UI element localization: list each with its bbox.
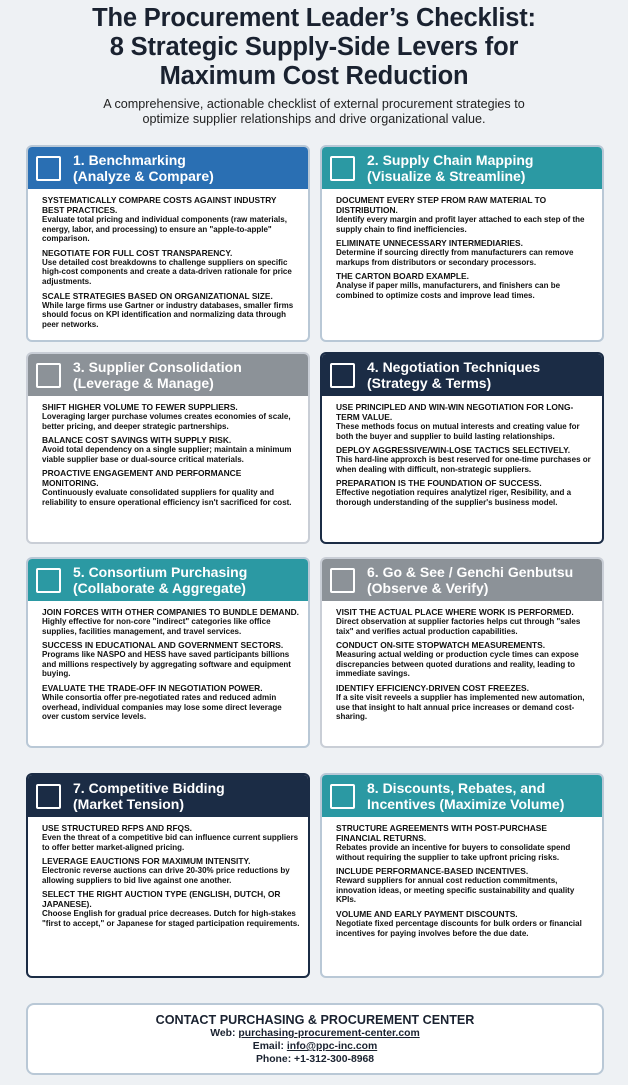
item-text: Reward suppliers for annual cost reduction commitments, innovation ideas, or meeting specific sustainability and quality KPIs. [336, 876, 575, 905]
card-header [28, 354, 308, 396]
item-text: Effective negotiation requires analytizel riger, Resibility, and a thorough understanding of the supplier's business model. [336, 488, 572, 507]
card-title: 8. Discounts, Rebates, and [367, 780, 546, 796]
card-title: 7. Competitive Bidding [73, 780, 225, 796]
web-label: Web: [210, 1028, 236, 1039]
card-subtitle: (Collaborate & Aggregate) [73, 580, 246, 596]
item-heading: USE PRINCIPLED AND WIN-WIN NEGOTIATION FOR LONG-TERM VALUE. [336, 402, 574, 422]
list-item [42, 640, 300, 679]
item-text: Avoid total dependency on a single supplier; maintain a minimum viable supplier base or dual-source critical materials. [42, 445, 292, 464]
list-item [42, 823, 300, 852]
card-body [28, 817, 308, 937]
list-item [336, 866, 594, 905]
list-item [42, 607, 300, 636]
item-text: If a site visit reveels a supplier has implemented new automation, use that insight to halt annual price increases or demand cost-sharing. [336, 692, 585, 722]
item-heading: INCLUDE PERFORMANCE-BASED INCENTIVES. [336, 866, 529, 877]
list-item [336, 823, 594, 862]
item-text: Negotiate fixed percentage discounts for bulk orders or financial incentives for paying involves before the due date. [336, 918, 582, 938]
checkbox-icon[interactable] [330, 568, 355, 593]
checkbox-icon[interactable] [330, 156, 355, 181]
card-title: 4. Negotiation Techniques [367, 359, 541, 375]
card-header [28, 559, 308, 601]
item-text: Highly effective for non-core "indirect" categories like office supplies, facilities management, and travel services. [42, 617, 271, 636]
item-text: Continuously evaluate consolidated suppliers for quality and reliability to ensure operational efficiency isn't sacrificed for cost. [42, 488, 292, 507]
item-heading: JOIN FORCES WITH OTHER COMPANIES TO BUNDLE DEMAND. [42, 607, 299, 617]
item-text: These methods focus on mutual interests and creating value for both the buyer and supplier to build lasting relationships. [336, 422, 580, 441]
item-text: Determine if sourcing directly from manufacturers can remove markups from distributors or secondary processors. [336, 248, 574, 267]
card-consortium-purchasing [26, 557, 310, 748]
list-item [42, 435, 300, 464]
item-text: Programs like NASPO and HESS have saved participants billions and millions respectively by aggregating software and equipment buying. [42, 650, 291, 679]
card-title: 3. Supplier Consolidation [73, 359, 242, 375]
card-subtitle: Incentives (Maximize Volume) [367, 796, 565, 812]
item-text: Electronic reverse auctions can drive 20-30% price reductions by allowing suppliers to bid live against one another. [42, 866, 290, 885]
card-header [28, 147, 308, 189]
checkbox-icon[interactable] [36, 568, 61, 593]
checkbox-icon[interactable] [36, 363, 61, 388]
card-header [322, 354, 602, 396]
item-text: Measuring actual welding or production cycle times can expose discrepancies between quoted durations and reality, leading to immediate savings. [336, 650, 579, 679]
subtitle-line-1: A comprehensive, actionable checklist of external procurement strategies to [103, 97, 525, 111]
card-competitive-bidding [26, 773, 310, 978]
page-subtitle [20, 97, 608, 127]
item-heading: DOCUMENT EVERY STEP FROM RAW MATERIAL TO DISTRIBUTION. [336, 195, 547, 215]
card-body [322, 396, 602, 516]
item-heading: SELECT THE RIGHT AUCTION TYPE (ENGLISH, DUTCH, OR JAPANESE). [42, 889, 281, 910]
list-item [336, 683, 594, 722]
list-item [42, 291, 300, 330]
phone-label: Phone: [255, 1054, 292, 1065]
checkbox-icon[interactable] [36, 156, 61, 181]
card-go-and-see [320, 557, 604, 748]
contact-title: CONTACT PURCHASING & PROCUREMENT CENTER [155, 1013, 475, 1027]
contact-email [28, 1040, 602, 1053]
card-supplier-consolidation [26, 352, 310, 544]
web-link[interactable]: purchasing-procurement-center.com [238, 1028, 420, 1039]
item-heading: VOLUME AND EARLY PAYMENT DISCOUNTS. [336, 908, 518, 919]
card-subtitle: (Leverage & Manage) [73, 375, 214, 391]
card-title: 1. Benchmarking [73, 152, 186, 168]
contact-phone [28, 1053, 602, 1066]
contact-box [26, 1003, 604, 1075]
card-header [322, 147, 602, 189]
email-link[interactable]: info@ppc-inc.com [286, 1041, 378, 1052]
item-heading: LEVERAGE EAUCTIONS FOR MAXIMUM INTENSITY. [42, 856, 251, 867]
list-item [336, 640, 594, 679]
email-label: Email: [252, 1041, 284, 1052]
item-heading: SHIFT HIGHER VOLUME TO FEWER SUPPLIERS. [42, 402, 238, 412]
item-heading: SCALE STRATEGIES BASED ON ORGANIZATIONAL SIZE. [42, 290, 273, 301]
item-heading: BALANCE COST SAVINGS WITH SUPPLY RISK. [42, 435, 232, 446]
contact-web [28, 1027, 602, 1040]
item-heading: EVALUATE THE TRADE-OFF IN NEGOTIATION POWER. [42, 682, 263, 693]
list-item [336, 607, 594, 636]
list-item [42, 468, 300, 507]
list-item [42, 248, 300, 287]
item-heading: SUCCESS IN EDUCATIONAL AND GOVERNMENT SECTORS. [42, 640, 284, 651]
list-item [336, 478, 594, 507]
card-title: 5. Consortium Purchasing [73, 564, 248, 580]
item-text: Loveraging larger purchase volumes creates economies of scale, better pricing, and deeper strategic partnerships. [42, 412, 291, 431]
item-heading: SYSTEMATICALLY COMPARE COSTS AGAINST INDUSTRY BEST PRACTICES. [42, 195, 277, 215]
list-item [42, 856, 300, 885]
item-text: Identify every margin and profit layer attached to each step of the supply chain to find inefficiencies. [336, 215, 585, 234]
item-text: Evaluate total pricing and individual components (raw materials, energy, labor, and processing) to ensure an "apple-to-apple" comparison. [42, 215, 287, 244]
item-heading: USE STRUCTURED RFPS AND RFQS. [42, 823, 192, 833]
item-heading: PREPARATION IS THE FOUNDATION OF SUCCESS. [336, 478, 542, 489]
list-item [336, 402, 594, 441]
card-subtitle: (Visualize & Streamline) [367, 168, 526, 184]
item-text: Choose English for gradual price decreases. Dutch for high-stakes "first to accept," or Japanese for staged participation requirements. [42, 909, 300, 928]
item-heading: STRUCTURE AGREEMENTS WITH POST-PURCHASE FINANCIAL RETURNS. [336, 823, 547, 843]
item-heading: NEGOTIATE FOR FULL COST TRANSPARENCY. [42, 247, 233, 258]
list-item [336, 909, 594, 938]
item-text: Analyse if paper mills, manufacturers, and finishers can be combined to optimize costs and improve lead times. [336, 281, 561, 300]
card-supply-chain-mapping [320, 145, 604, 342]
card-header [322, 775, 602, 817]
title-line-2: 8 Strategic Supply-Side Levers for [109, 33, 519, 61]
item-heading: CONDUCT ON-SITE STOPWATCH MEASUREMENTS. [336, 640, 546, 651]
card-body [322, 601, 602, 730]
item-heading: ELIMINATE UNNECESSARY INTERMEDIARIES. [336, 238, 523, 249]
checkbox-icon[interactable] [36, 784, 61, 809]
item-text: Direct observation at supplier factories helps cut through "sales taix" and verifies actual production capabilities. [336, 617, 581, 636]
item-text: Even the threat of a competitive bid can influence current suppliers to offer better market-aligned pricing. [42, 833, 299, 852]
item-text: Rebates provide an incentive for buyers to consolidate spend without requiring the supplier to take upfront pricing risks. [336, 843, 571, 862]
title-line-3: Maximum Cost Reduction [159, 62, 469, 90]
list-item [42, 889, 300, 928]
item-text: This hard-line approxch is best reserved for one-time purchases or when dealing with difficult, non-strategic suppliers. [336, 455, 591, 474]
title-line-1: The Procurement Leader’s Checklist: [92, 4, 536, 32]
item-heading: PROACTIVE ENGAGEMENT AND PERFORMANCE MONITORING. [42, 468, 242, 489]
card-benchmarking [26, 145, 310, 342]
item-heading: DEPLOY AGGRESSIVE/WIN-LOSE TACTICS SELECTIVELY. [336, 445, 571, 456]
item-heading: THE CARTON BOARD EXAMPLE. [336, 271, 469, 282]
card-body [322, 189, 602, 309]
card-title: 6. Go & See / Genchi Genbutsu [367, 564, 574, 580]
list-item [42, 402, 300, 431]
card-body [28, 396, 308, 516]
list-item [336, 238, 594, 267]
card-subtitle: (Observe & Verify) [367, 580, 489, 596]
card-negotiation-techniques [320, 352, 604, 544]
card-subtitle: (Strategy & Terms) [367, 375, 492, 391]
card-subtitle: (Market Tension) [73, 796, 184, 812]
checkbox-icon[interactable] [330, 784, 355, 809]
phone-number: +1-312-300-8968 [294, 1054, 375, 1065]
list-item [336, 271, 594, 300]
checkbox-icon[interactable] [330, 363, 355, 388]
card-header [28, 775, 308, 817]
card-header [322, 559, 602, 601]
item-text: Use detailed cost breakdowns to challenge suppliers on specific high-cost components and create a data-driven rationale for price adjustments. [42, 257, 292, 286]
card-title: 2. Supply Chain Mapping [367, 152, 534, 168]
list-item [336, 445, 594, 474]
card-body [322, 817, 602, 946]
page-title [0, 4, 628, 91]
list-item [42, 195, 300, 244]
item-heading: IDENTIFY EFFICIENCY-DRIVEN COST FREEZES. [336, 682, 529, 693]
list-item [42, 683, 300, 722]
card-discounts-rebates [320, 773, 604, 978]
item-text: While consortia offer pre-negotiated rates and reduced admin overhead, individual companies may lose some direct leverage over custom service levels. [42, 692, 282, 722]
item-heading: VISIT THE ACTUAL PLACE WHERE WORK IS PERFORMED. [336, 607, 574, 617]
item-text: While large firms use Gartner or industry databases, smaller firms should focus on KPI identification and normalizing data through peer networks. [42, 300, 294, 329]
list-item [336, 195, 594, 234]
card-subtitle: (Analyze & Compare) [73, 168, 214, 184]
subtitle-line-2: optimize supplier relationships and drive organizational value. [142, 112, 486, 126]
card-body [28, 601, 308, 730]
card-body [28, 189, 308, 337]
